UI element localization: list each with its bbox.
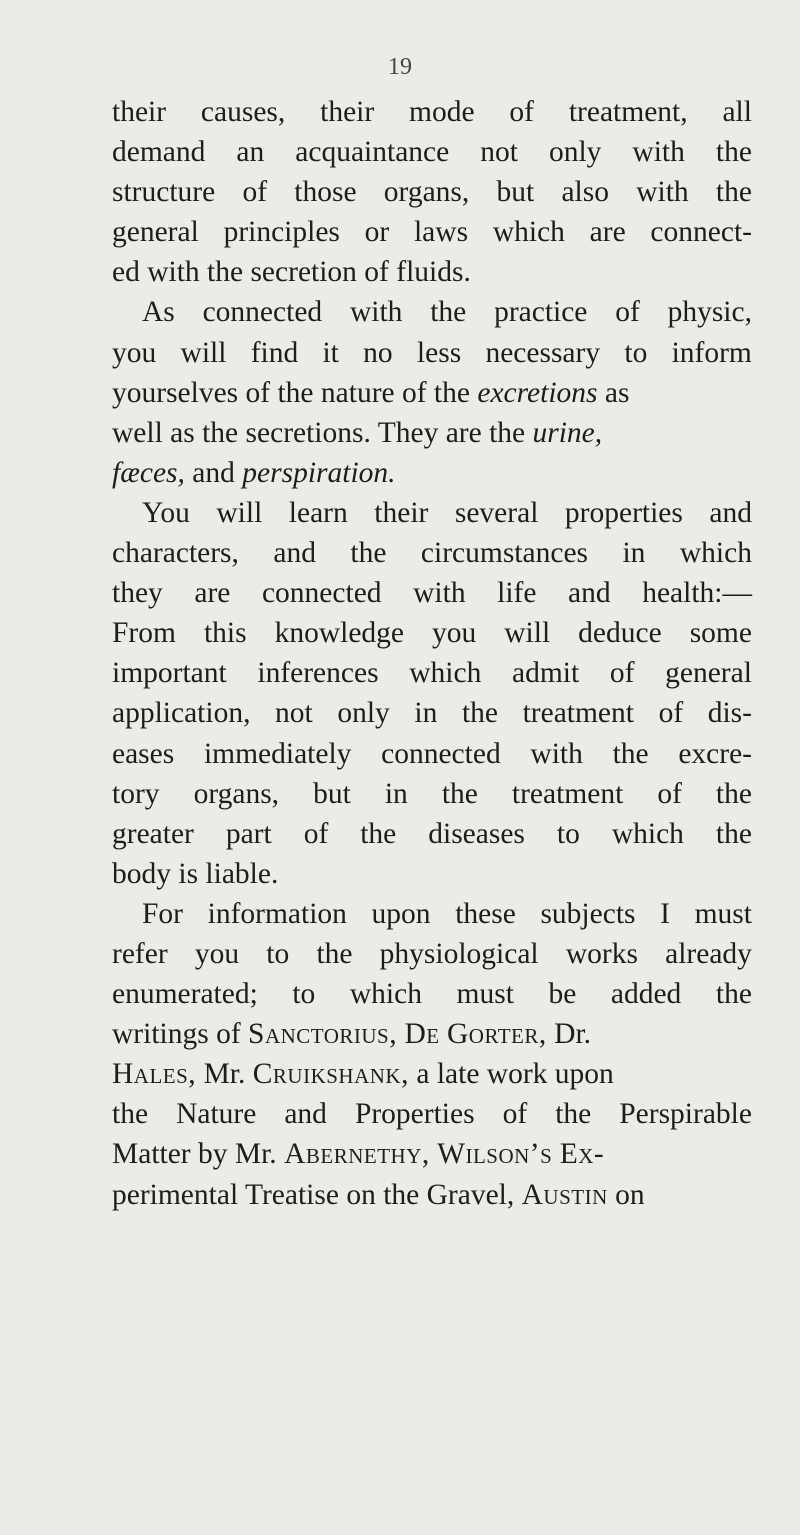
word: connected (261, 577, 382, 610)
word: to (292, 978, 316, 1011)
text-run: well as the secretions. They are the (112, 416, 533, 449)
word: some (689, 617, 752, 650)
word: which (409, 657, 482, 690)
word: but (496, 176, 535, 209)
word: with (413, 577, 466, 610)
word: which (349, 978, 422, 1011)
word: not (275, 697, 313, 730)
author-name: Hales, (112, 1058, 197, 1091)
text-line (112, 1054, 752, 1094)
word: excre- (678, 737, 752, 770)
italic-term: urine, (532, 416, 603, 449)
word: principles (223, 216, 340, 249)
word: they (112, 577, 163, 610)
word: acquaintance (295, 136, 450, 169)
text-line (112, 1175, 752, 1215)
text-line (112, 573, 752, 613)
text-run (440, 1018, 447, 1050)
word: the (715, 777, 752, 810)
word: the (430, 296, 467, 329)
word: important (112, 657, 227, 690)
word: less (416, 336, 462, 369)
word: and (284, 1098, 327, 1131)
word: the (715, 817, 752, 850)
text-line (112, 172, 752, 212)
word: knowledge (274, 617, 404, 650)
word: you (112, 336, 157, 369)
word: upon (371, 897, 431, 930)
word: the (612, 737, 649, 770)
word: only (337, 697, 390, 730)
author-name: Cruikshank, (252, 1058, 409, 1091)
word: this (203, 617, 247, 650)
text-line (112, 373, 752, 413)
word: their (320, 96, 375, 128)
text-line (112, 894, 752, 934)
text-run: Dr. (546, 1018, 592, 1051)
text-line (112, 734, 752, 774)
word: works (565, 937, 638, 970)
word: and (273, 537, 316, 570)
text-line: body is liable. (112, 857, 279, 890)
word: will (504, 617, 551, 650)
word: the (350, 537, 387, 570)
word: general (665, 657, 752, 690)
word: and (709, 496, 752, 529)
word: of (609, 657, 635, 690)
word: diseases (428, 817, 525, 850)
author-name: Abernethy, (284, 1138, 430, 1171)
word: of (657, 777, 682, 810)
italic-term: fæces, (112, 456, 185, 489)
word: practice (494, 296, 588, 329)
word: several (454, 496, 539, 529)
word: deduce (578, 617, 662, 650)
text-line (112, 92, 752, 132)
word: added (610, 978, 682, 1011)
word: with (636, 176, 689, 209)
body-text (112, 92, 752, 1215)
word: subjects (540, 897, 636, 930)
text-run (552, 1138, 559, 1170)
word: to (266, 937, 290, 970)
word: demand (112, 136, 206, 169)
word: their (374, 496, 429, 529)
word: refer (112, 937, 168, 970)
text-line (112, 613, 752, 653)
word: general (112, 216, 199, 249)
text-run: Mr. (196, 1058, 253, 1091)
word: treatment (511, 777, 624, 810)
word: the (316, 937, 353, 970)
word: in (384, 777, 408, 810)
word: mode (409, 96, 475, 128)
word: the (715, 136, 752, 169)
word: the (555, 1098, 592, 1131)
page-number: 19 (388, 54, 412, 80)
word: the (461, 697, 498, 730)
word: with (349, 296, 403, 329)
word: are (589, 216, 626, 249)
word: admit (512, 657, 580, 690)
word: application, (112, 697, 251, 730)
author-name: Ex- (559, 1138, 605, 1171)
text-line (112, 774, 752, 814)
word: of (502, 1098, 528, 1131)
text-line (112, 292, 752, 332)
text-line (112, 934, 752, 974)
word: characters, (112, 537, 239, 570)
word: For (142, 897, 183, 930)
word: From (112, 617, 176, 650)
word: information (207, 897, 347, 930)
word: will (216, 496, 263, 529)
word: you (194, 937, 240, 970)
text-run: Matter by Mr. (112, 1138, 285, 1171)
text-line (112, 533, 752, 573)
word: only (548, 136, 602, 169)
text-run: as (597, 376, 630, 409)
word: laws (413, 216, 469, 249)
text-line (112, 693, 752, 733)
word: physiological (379, 937, 539, 970)
word: Nature (176, 1098, 257, 1131)
text-line (112, 974, 752, 1014)
text-run: a late work upon (408, 1058, 614, 1091)
word: enumerated; (112, 978, 258, 1011)
text-line (112, 413, 752, 453)
word: physic, (667, 296, 752, 329)
text-line (112, 132, 752, 172)
word: these (455, 897, 516, 930)
word: causes, (200, 96, 286, 128)
text-line (112, 1094, 752, 1134)
word: but (313, 777, 351, 810)
text-line (112, 1014, 752, 1054)
text-run: and (184, 456, 243, 489)
text-run: yourselves of the nature of the (112, 376, 478, 409)
word: organs, (193, 777, 280, 810)
text-line (112, 212, 752, 252)
word: learn (288, 496, 348, 529)
word: to (624, 336, 648, 369)
word: Perspirable (619, 1098, 752, 1131)
text-run: perimental Treatise on the Gravel, (112, 1178, 522, 1211)
word: the (360, 817, 397, 850)
word: You (142, 496, 190, 529)
word: inform (671, 336, 752, 369)
word: connect- (650, 216, 752, 249)
text-line (112, 453, 752, 493)
word: organs, (383, 176, 470, 209)
word: I (660, 897, 670, 930)
author-name: Sanctorius, (248, 1018, 398, 1051)
author-name: Gorter, (447, 1018, 547, 1051)
word: which (679, 537, 752, 570)
word: circumstances (420, 537, 589, 570)
author-name: De (404, 1018, 440, 1051)
word: of (615, 296, 640, 329)
word: of (658, 697, 684, 730)
text-line (112, 653, 752, 693)
word: immediately (203, 737, 352, 770)
word: treatment (522, 697, 634, 730)
word: the (112, 1098, 149, 1131)
text-line (112, 814, 752, 854)
text-line: ed with the secretion of fluids. (112, 256, 471, 289)
word: of (242, 176, 268, 209)
word: are (194, 577, 231, 610)
word: As (142, 296, 175, 329)
word: Properties (354, 1098, 475, 1131)
word: or (364, 216, 390, 249)
text-run: writings of (112, 1018, 249, 1051)
word: which (611, 817, 684, 850)
word: connected (202, 296, 323, 329)
word: find (250, 336, 299, 369)
word: life (497, 577, 537, 610)
word: the (715, 978, 752, 1011)
word: connected (381, 737, 501, 770)
word: eases (112, 737, 175, 770)
text-line (112, 333, 752, 373)
word: not (480, 136, 518, 169)
word: an (236, 136, 265, 169)
word: the (715, 176, 752, 209)
word: will (180, 336, 227, 369)
word: structure (112, 176, 216, 209)
italic-term: perspiration. (242, 456, 396, 489)
word: must (694, 897, 752, 930)
word: and (568, 577, 611, 610)
word: health:— (642, 577, 752, 610)
author-name: Austin (521, 1178, 608, 1211)
word: also (561, 176, 609, 209)
word: be (548, 978, 577, 1011)
word: treatment, (568, 96, 688, 128)
word: of (303, 817, 329, 850)
word: those (294, 176, 357, 209)
word: dis- (707, 697, 752, 730)
word: with (632, 136, 685, 169)
word: necessary (485, 336, 601, 369)
word: which (492, 216, 565, 249)
word: already (665, 937, 752, 970)
word: the (441, 777, 478, 810)
word: to (556, 817, 580, 850)
word: properties (564, 496, 683, 529)
word: greater (112, 817, 194, 850)
word: no (363, 336, 393, 369)
text-line (112, 1134, 752, 1174)
word: all (722, 96, 752, 128)
word: tory (112, 777, 160, 810)
word: in (414, 697, 438, 730)
word: of (509, 96, 534, 128)
text-line (112, 493, 752, 533)
word: with (530, 737, 583, 770)
word: in (622, 537, 646, 570)
word: inferences (257, 657, 379, 690)
word: it (322, 336, 339, 369)
word: part (225, 817, 272, 850)
italic-term: excretions (477, 376, 598, 409)
author-name: Wilson’s (437, 1138, 553, 1171)
word: you (432, 617, 477, 650)
text-run: on (607, 1178, 645, 1211)
word: their (112, 96, 167, 128)
word: must (456, 978, 514, 1011)
